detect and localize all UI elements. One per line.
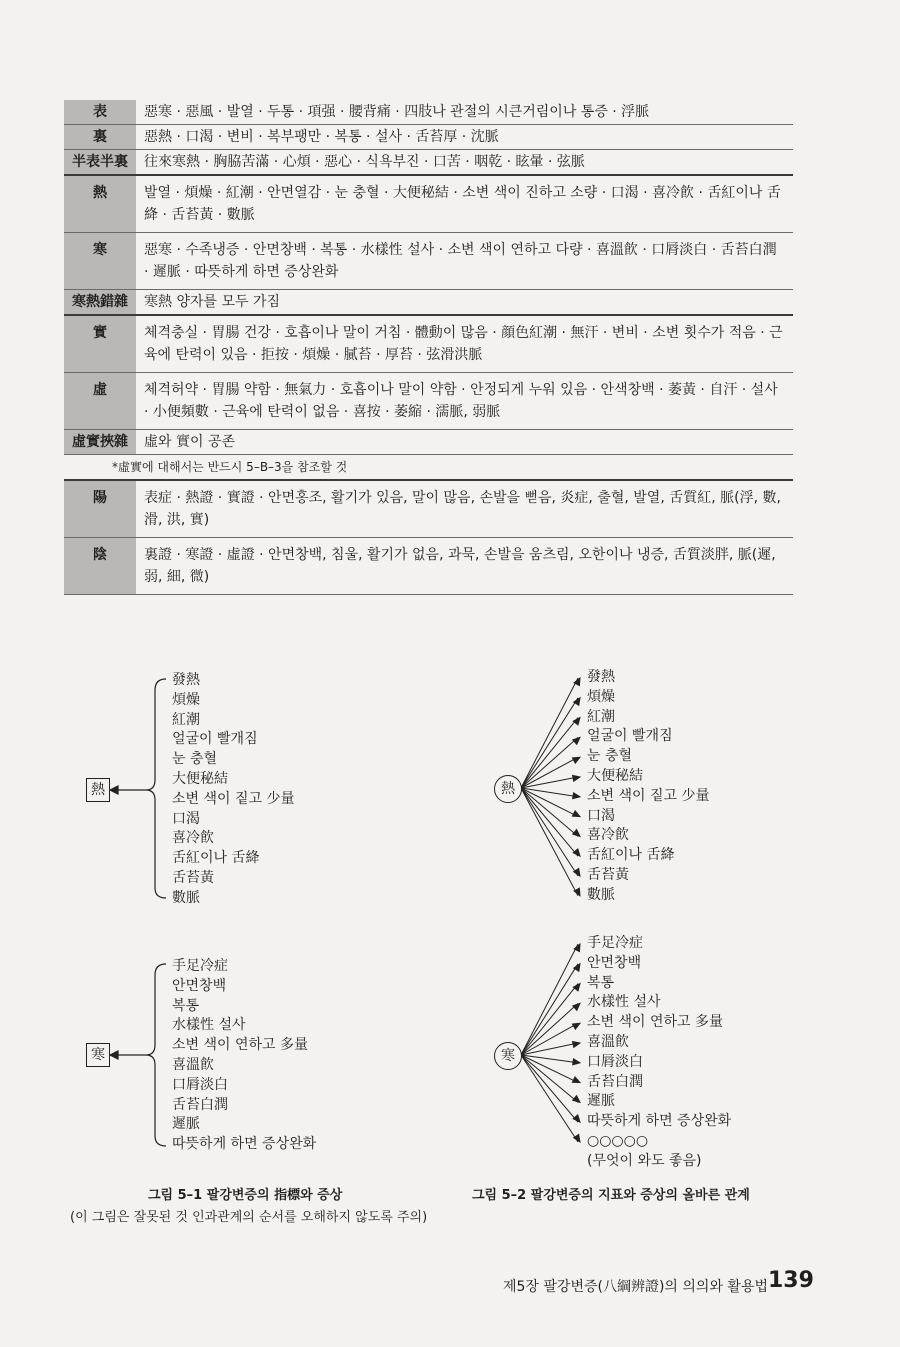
fig1-heat-box: 熱 bbox=[86, 778, 110, 802]
fig2-heat-symptom-list bbox=[587, 668, 710, 906]
fig1-cold-item: 喜溫飮 bbox=[172, 1056, 214, 1073]
fig1-heat-item: 大便秘結 bbox=[172, 770, 228, 787]
fig2-arrow-line bbox=[521, 1043, 578, 1055]
fig2-arrow-head bbox=[572, 1023, 580, 1029]
fig1-cold-item: 안면창백 bbox=[172, 977, 227, 994]
fig2-arrow-head bbox=[573, 737, 580, 744]
fig1-cold-box: 寒 bbox=[86, 1043, 110, 1067]
fig2-arrow-line bbox=[521, 698, 578, 788]
fig2-cold-item: 手足冷症 bbox=[587, 935, 643, 951]
table-row-symptoms: 체격충실 · 胃腸 건강 · 호흡이나 말이 거침 · 體動이 많음 · 顔色紅潮 · 無汗 · 변비 · 소변 횟수가 적음 · 근육에 탄력이 있음 · 拒按 · 煩燥 · 膩苔 · 厚苔 · 弦滑洪脈 bbox=[136, 315, 793, 373]
fig2-cold-item: 口脣淡白 bbox=[587, 1053, 643, 1070]
table-row-symptoms: 裏證 · 寒證 · 虛證 · 안면창백, 침울, 활기가 없음, 과묵, 손발을 움츠림, 오한이나 냉증, 舌質淡胖, 脈(遲, 弱, 細, 微) bbox=[136, 538, 793, 595]
table-note: *虛實에 대해서는 반드시 5–B–3을 참조할 것 bbox=[64, 455, 793, 481]
fig1-cold-item: 복통 bbox=[172, 997, 200, 1014]
table-row-label: 陽 bbox=[64, 480, 136, 538]
table-row-symptoms: 惡熱 · 口渴 · 변비 · 복부팽만 · 복통 · 설사 · 舌苔厚 · 沈脈 bbox=[136, 125, 793, 150]
fig2-arrow-head bbox=[572, 1077, 580, 1083]
fig1-cold-symptom-list bbox=[172, 957, 316, 1155]
fig2-arrow-line bbox=[521, 788, 578, 836]
fig2-arrow-head bbox=[573, 718, 580, 725]
fig2-arrow-head bbox=[573, 775, 580, 781]
fig2-arrow-line bbox=[521, 788, 578, 876]
fig2-arrow-line bbox=[521, 1055, 578, 1083]
fig2-arrow-head bbox=[573, 1115, 580, 1122]
fig2-arrow-head bbox=[574, 944, 580, 952]
fig2-arrow-head bbox=[573, 1003, 580, 1010]
table-row-symptoms: 체격허약 · 胃腸 약함 · 無氣力 · 호흡이나 말이 약함 · 안정되게 누워 있음 · 안색창백 · 萎黃 · 自汗 · 설사 · 小便頻數 · 근육에 탄력이 없음 · 喜按 · 萎縮 · 濡脈, 弱脈 bbox=[136, 373, 793, 430]
table-row-label: 半表半裏 bbox=[64, 150, 136, 176]
fig2-heat-item: 紅潮 bbox=[587, 708, 615, 725]
fig2-arrow-head bbox=[574, 1135, 580, 1142]
fig1-heat-item: 눈 충혈 bbox=[172, 751, 218, 768]
table-row-label: 寒 bbox=[64, 233, 136, 290]
fig1-heat-item: 紅潮 bbox=[172, 711, 200, 728]
fig2-arrow-head bbox=[574, 888, 580, 896]
fig2-arrow-line bbox=[521, 718, 578, 788]
fig2-heat-item: 數脈 bbox=[587, 886, 615, 903]
fig2-heat-item: 大便秘結 bbox=[587, 767, 643, 784]
fig1-caption: 그림 5–1 팔강변증의 指標와 증상 bbox=[148, 1188, 343, 1203]
page-number: 139 bbox=[768, 1268, 814, 1293]
fig1-heat-brace bbox=[110, 679, 166, 898]
table-row bbox=[64, 538, 793, 595]
fig2-arrow-line bbox=[521, 788, 578, 817]
table-row bbox=[64, 125, 793, 150]
table-row-label: 實 bbox=[64, 315, 136, 373]
table-row bbox=[64, 233, 793, 290]
fig2-cold-item: 따뜻하게 하면 증상완화 bbox=[587, 1113, 732, 1130]
table-row-label: 虛 bbox=[64, 373, 136, 430]
fig1-cold-item: 舌苔白潤 bbox=[172, 1096, 228, 1113]
fig2-arrow-head bbox=[574, 678, 580, 686]
table-row-symptoms: 表症 · 熱證 · 實證 · 안면홍조, 활기가 있음, 말이 많음, 손발을 뻗음, 炎症, 출혈, 발열, 舌質紅, 脈(浮, 數, 滑, 洪, 實) bbox=[136, 480, 793, 538]
fig2-cold-item: 遲脈 bbox=[587, 1093, 615, 1110]
fig1-cold-item: 口脣淡白 bbox=[172, 1076, 228, 1093]
fig2-heat-item: 口渴 bbox=[587, 807, 615, 824]
fig2-heat-arrows bbox=[521, 678, 580, 896]
fig2-cold-item: (무엇이 와도 좋음) bbox=[587, 1152, 702, 1169]
fig1-heat-item: 煩燥 bbox=[172, 691, 200, 708]
fig2-cold-item: 복통 bbox=[587, 974, 615, 991]
fig2-cold-item: 안면창백 bbox=[587, 954, 642, 971]
fig1-heat-symptom-list bbox=[172, 671, 295, 909]
fig1-cold-item: 水樣性 설사 bbox=[172, 1017, 246, 1034]
fig2-caption: 그림 5–2 팔강변증의 지표와 증상의 올바른 관계 bbox=[472, 1188, 750, 1203]
fig2-arrow-line bbox=[521, 737, 578, 788]
fig1-heat-item: 소변 색이 짙고 少量 bbox=[172, 790, 295, 807]
fig2-arrow-line bbox=[521, 1055, 578, 1142]
fig1-cold-item: 遲脈 bbox=[172, 1116, 200, 1133]
fig2-heat-item: 舌紅이나 舌絳 bbox=[587, 847, 675, 864]
fig2-cold-item: 舌苔白潤 bbox=[587, 1073, 643, 1090]
table-row-label: 虛實挾雜 bbox=[64, 430, 136, 455]
table-row-label: 熱 bbox=[64, 175, 136, 233]
fig2-heat-item: 얼굴이 빨개짐 bbox=[587, 728, 673, 745]
fig1-heat-item: 喜冷飮 bbox=[172, 830, 214, 847]
chapter-title-footer: 제5장 팔강변증(八綱辨證)의 의의와 활용법 bbox=[503, 1279, 768, 1295]
table-row bbox=[64, 480, 793, 538]
table-row-symptoms: 虛와 實이 공존 bbox=[136, 430, 793, 455]
fig2-arrow-line bbox=[521, 1023, 578, 1055]
fig2-arrow-line bbox=[521, 1055, 578, 1102]
fig2-arrow-line bbox=[521, 1055, 578, 1122]
fig2-arrow-line bbox=[521, 678, 578, 788]
table-row-symptoms: 往來寒熱 · 胸脇苦滿 · 心煩 · 惡心 · 식욕부진 · 口苦 · 咽乾 · 眩暈 · 弦脈 bbox=[136, 150, 793, 176]
fig1-cold-item: 手足冷症 bbox=[172, 958, 228, 974]
fig1-heat-item: 數脈 bbox=[172, 889, 200, 906]
fig2-arrow-head bbox=[574, 868, 580, 876]
fig2-arrow-line bbox=[521, 1055, 578, 1063]
fig2-arrow-head bbox=[573, 1059, 580, 1065]
fig2-arrow-line bbox=[521, 984, 578, 1055]
table-note-row bbox=[64, 455, 793, 481]
fig2-arrow-line bbox=[521, 757, 578, 788]
fig2-arrow-line bbox=[521, 964, 578, 1055]
table-row bbox=[64, 373, 793, 430]
fig2-arrow-head bbox=[573, 793, 580, 799]
eight-principles-table bbox=[64, 100, 793, 595]
fig2-arrow-line bbox=[521, 788, 578, 896]
fig2-cold-item: 소변 색이 연하고 多量 bbox=[587, 1014, 724, 1031]
fig1-cold-item: 소변 색이 연하고 多量 bbox=[172, 1037, 309, 1054]
fig2-cold-arrows bbox=[521, 944, 580, 1142]
table-row-symptoms: 발열 · 煩燥 · 紅潮 · 안면열감 · 눈 충혈 · 大便秘結 · 소변 색이 진하고 소량 · 口渴 · 喜冷飮 · 舌紅이나 舌絳 · 舌苔黃 · 數脈 bbox=[136, 175, 793, 233]
fig2-arrow-line bbox=[521, 1003, 578, 1055]
fig1-heat-item: 發熱 bbox=[172, 672, 200, 688]
table-row-label: 表 bbox=[64, 100, 136, 125]
fig2-cold-item: 水樣性 설사 bbox=[587, 994, 661, 1011]
fig1-heat-item: 舌苔黃 bbox=[172, 869, 214, 886]
table-row bbox=[64, 100, 793, 125]
fig2-heat-item: 눈 충혈 bbox=[587, 748, 633, 765]
fig2-cold-item: 喜溫飮 bbox=[587, 1033, 629, 1050]
table-row-label: 陰 bbox=[64, 538, 136, 595]
table-row bbox=[64, 430, 793, 455]
fig2-arrow-line bbox=[521, 788, 578, 797]
table-row-symptoms: 惡寒 · 惡風 · 발열 · 두통 · 項强 · 腰背痛 · 四肢나 관절의 시큰거림이나 통증 · 浮脈 bbox=[136, 100, 793, 125]
fig2-arrow-line bbox=[521, 777, 578, 788]
table-row bbox=[64, 175, 793, 233]
fig2-arrow-line bbox=[521, 944, 578, 1055]
fig2-heat-item: 舌苔黃 bbox=[587, 866, 629, 883]
fig1-subcaption: (이 그림은 잘못된 것 인과관계의 순서를 오해하지 않도록 주의) bbox=[70, 1210, 428, 1225]
fig2-arrow-head bbox=[573, 1042, 580, 1048]
fig1-cold-item: 따뜻하게 하면 증상완화 bbox=[172, 1136, 317, 1153]
fig2-cold-item: ○○○○○ bbox=[587, 1132, 649, 1149]
table-row-label: 裏 bbox=[64, 125, 136, 150]
fig2-arrow-head bbox=[573, 1096, 580, 1103]
fig2-heat-item: 소변 색이 짙고 少量 bbox=[587, 787, 710, 804]
fig2-arrow-head bbox=[572, 811, 580, 817]
fig1-heat-item: 얼굴이 빨개짐 bbox=[172, 731, 258, 748]
table-body bbox=[64, 100, 793, 595]
fig2-arrow-head bbox=[574, 964, 580, 972]
fig2-arrow-line bbox=[521, 788, 578, 856]
table-row bbox=[64, 290, 793, 316]
fig1-heat-item: 舌紅이나 舌絳 bbox=[172, 850, 260, 867]
fig2-arrow-head bbox=[573, 830, 580, 837]
fig2-heat-item: 發熱 bbox=[587, 669, 615, 685]
fig2-arrow-head bbox=[573, 849, 580, 856]
table-row-symptoms: 寒熱 양자를 모두 가짐 bbox=[136, 290, 793, 316]
fig2-heat-item: 喜冷飮 bbox=[587, 827, 629, 844]
table-row bbox=[64, 315, 793, 373]
table-row-symptoms: 惡寒 · 수족냉증 · 안면창백 · 복통 · 水樣性 설사 · 소변 색이 연하고 다량 · 喜溫飮 · 口脣淡白 · 舌苔白潤 · 遲脈 · 따뜻하게 하면 증상완화 bbox=[136, 233, 793, 290]
fig2-heat-circle: 熱 bbox=[494, 775, 522, 803]
fig1-heat-item: 口渴 bbox=[172, 810, 200, 827]
fig2-arrow-head bbox=[572, 757, 580, 763]
table-row-label: 寒熱錯雜 bbox=[64, 290, 136, 316]
fig2-arrow-head bbox=[573, 984, 580, 991]
fig2-heat-item: 煩燥 bbox=[587, 688, 615, 705]
table-row bbox=[64, 150, 793, 176]
fig2-cold-symptom-list bbox=[587, 934, 731, 1172]
fig1-cold-brace bbox=[110, 964, 166, 1146]
fig2-arrow-head bbox=[574, 698, 580, 706]
fig2-cold-circle: 寒 bbox=[494, 1042, 522, 1070]
